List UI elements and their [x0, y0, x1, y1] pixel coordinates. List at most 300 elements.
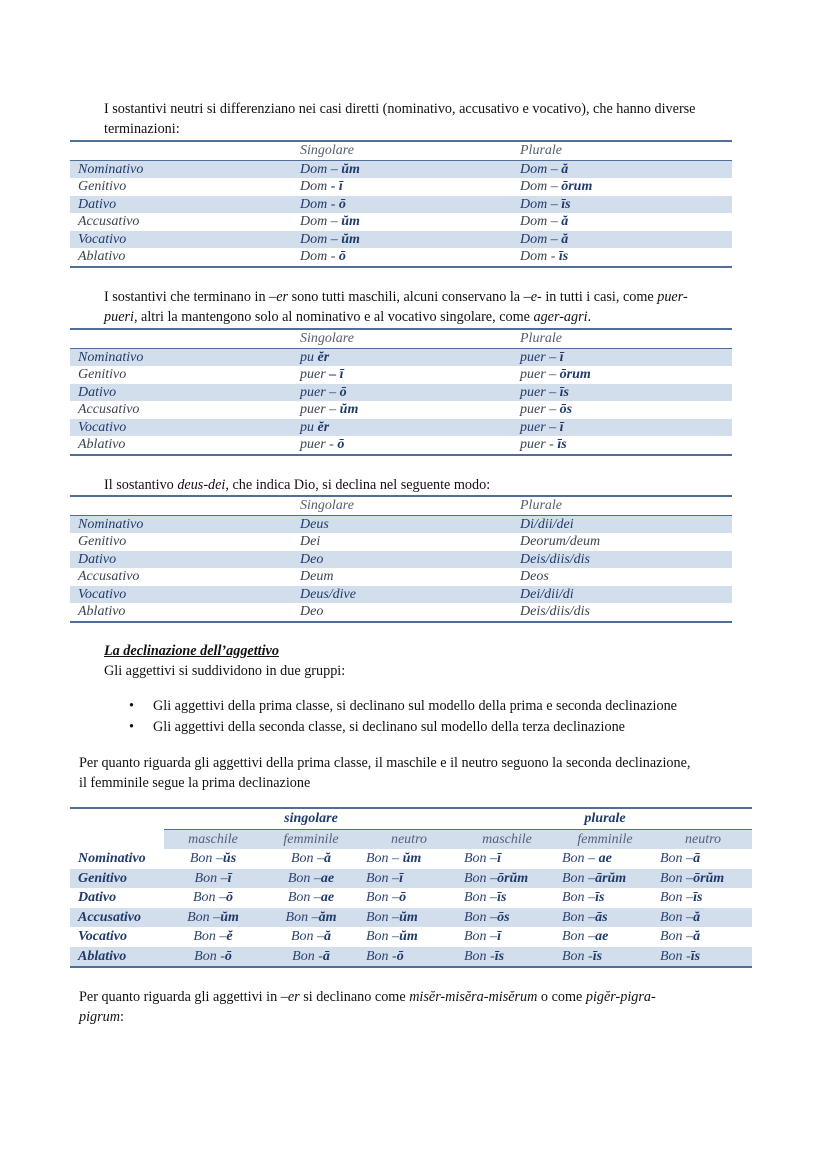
- ending: īs: [693, 890, 703, 905]
- stem: Bon –: [660, 851, 694, 866]
- form-cell: [164, 927, 262, 947]
- gender-header: maschile: [164, 829, 262, 849]
- table-row: [70, 366, 732, 384]
- ending: ă: [693, 909, 701, 925]
- form-cell: [458, 908, 556, 928]
- ending: ās: [595, 909, 608, 925]
- singular-cell: [292, 436, 512, 455]
- gender-row: [70, 829, 752, 849]
- text: misĕr-misĕra-misĕrum: [409, 989, 538, 1005]
- text: il femminile segue la prima declinazione: [79, 775, 311, 791]
- table-row: [70, 927, 752, 947]
- form-cell: [458, 888, 556, 908]
- singular-cell: Deo: [292, 551, 512, 569]
- stem: Bon –: [464, 909, 498, 925]
- ending: ă: [561, 161, 569, 177]
- empty-cell: [70, 829, 164, 849]
- column-header: Plurale: [512, 329, 732, 348]
- adjective-lead: Gli aggettivi si suddividono in due gruppi:: [104, 663, 346, 679]
- list-item-text: Gli aggettivi della seconda classe, si declinano sul modello della terza declinazione: [153, 719, 625, 735]
- ending: ā: [693, 851, 701, 866]
- text: :: [120, 1009, 124, 1025]
- table-row: [70, 551, 732, 569]
- number-group-header: plurale: [458, 808, 752, 829]
- ending: ă: [324, 851, 332, 866]
- table-row: [70, 515, 732, 533]
- table-row: [70, 908, 752, 928]
- stem: Bon -: [660, 948, 691, 964]
- stem: Bon –: [562, 870, 596, 886]
- gender-header: neutro: [654, 829, 752, 849]
- stem: puer –: [520, 419, 560, 435]
- case-label: Nominativo: [70, 515, 292, 533]
- stem: Bon –: [192, 890, 227, 905]
- singular-cell: [292, 248, 512, 267]
- text: si declinano come: [299, 989, 410, 1005]
- form-cell: [360, 927, 458, 947]
- stem: Bon –: [366, 909, 400, 925]
- stem: Bon –: [464, 929, 498, 944]
- ending: ă: [324, 929, 332, 944]
- stem: puer –: [520, 384, 560, 400]
- singular-cell: Dei: [300, 534, 321, 549]
- ending: ĕ: [226, 929, 233, 944]
- case-label: Dativo: [70, 384, 292, 402]
- bullet-icon: •: [129, 719, 134, 735]
- column-header: Singolare: [292, 141, 512, 160]
- plural-cell: [512, 231, 732, 249]
- form-cell: [262, 869, 360, 889]
- text: , altri la mantengono solo al nominativo e al vocativo singolare, come: [133, 309, 534, 325]
- table-row: [70, 160, 732, 178]
- text: –er: [269, 289, 289, 305]
- list-item-text: Gli aggettivi della prima classe, si declinano sul modello della prima e seconda declinazione: [153, 698, 677, 714]
- case-label: Vocativo: [70, 231, 292, 249]
- form-cell: [164, 869, 262, 889]
- form-cell: [458, 927, 556, 947]
- stem: Bon –: [562, 890, 596, 905]
- text: in tutti i casi, come: [541, 289, 658, 305]
- case-label: Nominativo: [70, 160, 292, 178]
- case-label: Vocativo: [78, 929, 127, 944]
- plural-cell: Deorum/deum: [520, 534, 601, 549]
- ending: ō: [226, 890, 234, 905]
- ending: ŭm: [341, 231, 360, 247]
- intro-line-1: I sostantivi neutri si differenziano nei casi diretti (nominativo, accusativo e vocativo), che hanno diverse: [104, 101, 696, 117]
- case-label: Genitivo: [78, 367, 127, 382]
- singular-cell: [292, 160, 512, 178]
- ending: ŭm: [341, 214, 360, 229]
- singular-cell: Deo: [300, 604, 324, 619]
- form-cell: [360, 947, 458, 968]
- bullet-icon: •: [129, 698, 134, 714]
- case-label: Accusativo: [78, 214, 140, 229]
- singular-cell: [292, 419, 512, 437]
- ending: ŭm: [402, 851, 422, 866]
- stem: Dom –: [520, 214, 562, 229]
- column-header: [70, 329, 292, 348]
- ending: īs: [558, 249, 569, 264]
- singular-cell: [292, 384, 512, 402]
- column-header: Plurale: [512, 496, 732, 515]
- singular-cell: [292, 178, 512, 196]
- case-label: Ablativo: [78, 604, 126, 619]
- stem: Bon –: [660, 890, 694, 905]
- text: deus-dei: [177, 477, 226, 493]
- ending: ă: [693, 929, 701, 944]
- gender-header: femminile: [262, 829, 360, 849]
- singular-cell: Deus: [292, 515, 512, 533]
- plural-cell: [512, 178, 732, 196]
- stem: Bon –: [562, 909, 596, 925]
- stem: Bon –: [285, 909, 319, 925]
- case-label: Ablativo: [70, 947, 164, 968]
- stem: Bon –: [290, 929, 325, 944]
- stem: Dom -: [300, 249, 339, 264]
- stem: Dom –: [520, 179, 562, 194]
- neuter-declension-table: [70, 140, 732, 268]
- ending: ī: [399, 870, 403, 886]
- form-cell: [360, 908, 458, 928]
- form-cell: [556, 849, 654, 869]
- plural-cell: Deis/diis/dis: [520, 604, 591, 619]
- ending: ŭs: [222, 851, 237, 866]
- ending: ĕr: [317, 419, 330, 435]
- stem: Bon –: [464, 890, 498, 905]
- number-group-header: singolare: [164, 808, 458, 829]
- case-label: Dativo: [78, 890, 117, 905]
- plural-cell: Di/dii/dei: [512, 515, 732, 533]
- table-row: [70, 401, 732, 419]
- form-cell: [262, 908, 360, 928]
- table-row: [70, 196, 732, 214]
- case-label: Vocativo: [70, 419, 292, 437]
- stem: Bon –: [464, 851, 498, 866]
- ending: īs: [561, 196, 571, 212]
- empty-cell: [70, 808, 164, 829]
- stem: Bon –: [193, 929, 227, 944]
- form-cell: [262, 888, 360, 908]
- stem: Bon –: [660, 870, 694, 886]
- text: Il sostantivo: [104, 477, 178, 493]
- stem: Bon -: [366, 948, 397, 964]
- form-cell: [262, 849, 360, 869]
- text: –e-: [523, 289, 542, 305]
- ending: ŭm: [399, 909, 418, 925]
- neuter-intro: [104, 99, 764, 139]
- ending: ă: [561, 231, 569, 247]
- stem: pu: [300, 349, 318, 365]
- ending: ae: [320, 890, 335, 905]
- plural-cell: [512, 213, 732, 231]
- form-cell: [458, 849, 556, 869]
- stem: Bon -: [194, 948, 225, 964]
- ending: ăm: [318, 909, 337, 925]
- text: –er: [280, 989, 300, 1005]
- form-cell: [458, 869, 556, 889]
- stem: Dom –: [520, 196, 562, 212]
- ending: ō: [338, 196, 346, 212]
- header-row: [70, 141, 732, 160]
- text: Per quanto riguarda gli aggettivi della prima classe, il maschile e il neutro seguono la seconda declinazione,: [79, 755, 691, 771]
- text: o come: [537, 989, 586, 1005]
- stem: Bon –: [660, 929, 694, 944]
- stem: puer –: [520, 349, 560, 365]
- table-row: [70, 384, 732, 402]
- case-label: Vocativo: [70, 586, 292, 604]
- ending: ōrum: [559, 367, 591, 382]
- stem: Bon –: [366, 870, 400, 886]
- adjective-declension-table: [70, 807, 752, 968]
- case-label: Ablativo: [78, 437, 126, 452]
- ending: ōrŭm: [693, 870, 725, 886]
- er-adjectives-paragraph: [79, 987, 759, 1027]
- form-cell: [164, 908, 262, 928]
- case-label: Ablativo: [78, 249, 126, 264]
- stem: Dom: [300, 179, 331, 194]
- table-row: [70, 231, 732, 249]
- plural-cell: [512, 384, 732, 402]
- ending: ō: [337, 437, 345, 452]
- ending: ĕr: [317, 349, 330, 365]
- text: pueri: [104, 309, 134, 325]
- column-header: [70, 496, 292, 515]
- stem: Bon –: [287, 890, 321, 905]
- ending: īs: [497, 890, 507, 905]
- ending: ā: [322, 948, 330, 964]
- table-row: [70, 869, 752, 889]
- table-row: [70, 248, 732, 267]
- ending: ŭm: [339, 402, 359, 417]
- form-cell: [556, 869, 654, 889]
- text: I sostantivi che terminano in: [104, 289, 270, 305]
- ending: ōs: [559, 402, 573, 417]
- ending: ī: [559, 419, 564, 435]
- table-row: [70, 419, 732, 437]
- case-label: Genitivo: [78, 534, 127, 549]
- ending: ŭm: [341, 161, 360, 177]
- puer-declension-table: [70, 328, 732, 456]
- case-label: Genitivo: [70, 869, 164, 889]
- stem: Dom –: [300, 214, 342, 229]
- form-cell: [556, 888, 654, 908]
- stem: Bon –: [290, 851, 325, 866]
- ending: ŭm: [220, 909, 239, 925]
- stem: puer –: [520, 402, 560, 417]
- ending: ă: [561, 214, 569, 229]
- first-class-paragraph: [79, 753, 759, 793]
- singular-cell: [292, 348, 512, 366]
- table-row: [70, 533, 732, 551]
- text: ager-agri: [533, 309, 588, 325]
- ending: – ī: [329, 367, 344, 382]
- singular-cell: Deum: [300, 569, 334, 584]
- singular-cell: [292, 213, 512, 231]
- deus-declension-table: [70, 495, 732, 623]
- table-row: [70, 436, 732, 455]
- list-item: [104, 717, 677, 738]
- table-row: [70, 849, 752, 869]
- stem: Bon -: [292, 948, 323, 964]
- gender-header: neutro: [360, 829, 458, 849]
- stem: Bon -: [464, 948, 495, 964]
- table-row: [70, 213, 732, 231]
- stem: Bon –: [562, 929, 596, 944]
- ending: ārŭm: [595, 870, 627, 886]
- form-cell: [556, 908, 654, 928]
- gender-header: femminile: [556, 829, 654, 849]
- form-cell: [262, 947, 360, 968]
- gender-header: maschile: [458, 829, 556, 849]
- intro-line-2: terminazioni:: [104, 121, 180, 137]
- case-label: Dativo: [70, 551, 292, 569]
- stem: puer –: [520, 367, 560, 382]
- stem: puer –: [300, 402, 340, 417]
- ending: īs: [494, 948, 505, 964]
- ending: ae: [595, 929, 609, 944]
- plural-cell: [512, 436, 732, 455]
- stem: Bon –: [366, 890, 400, 905]
- table-row: [70, 178, 732, 196]
- ending: ī: [559, 349, 564, 365]
- form-cell: [164, 849, 262, 869]
- ending: ō: [399, 890, 407, 905]
- stem: Bon –: [366, 929, 400, 944]
- form-cell: [654, 888, 752, 908]
- singular-cell: [292, 231, 512, 249]
- ending: ŭm: [399, 929, 418, 944]
- form-cell: [360, 849, 458, 869]
- form-cell: [654, 908, 752, 928]
- form-cell: [654, 869, 752, 889]
- case-label: Accusativo: [70, 908, 164, 928]
- ending: īs: [690, 948, 701, 964]
- table-row: [70, 348, 732, 366]
- ending: ō: [338, 249, 346, 264]
- ending: - ī: [330, 179, 343, 194]
- case-label: Dativo: [70, 196, 292, 214]
- stem: Bon –: [187, 909, 221, 925]
- stem: Bon -: [562, 948, 593, 964]
- form-cell: [164, 947, 262, 968]
- stem: puer -: [300, 437, 338, 452]
- stem: pu: [300, 419, 318, 435]
- text: Per quanto riguarda gli aggettivi in: [79, 989, 281, 1005]
- table-row: [70, 603, 732, 622]
- form-cell: [654, 947, 752, 968]
- adjective-groups-list: [104, 696, 677, 738]
- stem: Bon –: [189, 851, 223, 866]
- text: sono tutti maschili, alcuni conservano la: [288, 289, 524, 305]
- ending: ōs: [497, 909, 510, 925]
- case-label: Accusativo: [78, 569, 140, 584]
- stem: Bon –: [562, 851, 599, 866]
- er-nouns-intro: [104, 287, 764, 327]
- case-label: Nominativo: [78, 851, 146, 866]
- form-cell: [556, 947, 654, 968]
- number-group-row: [70, 808, 752, 829]
- plural-cell: [512, 160, 732, 178]
- header-row: [70, 496, 732, 515]
- column-header: Singolare: [292, 496, 512, 515]
- ending: īs: [559, 384, 570, 400]
- singular-cell: [292, 196, 512, 214]
- ending: ī: [497, 851, 501, 866]
- case-label: Genitivo: [78, 179, 127, 194]
- deus-intro: [104, 475, 764, 495]
- stem: puer -: [520, 437, 558, 452]
- singular-cell: [292, 401, 512, 419]
- table-row: [70, 947, 752, 968]
- form-cell: [654, 849, 752, 869]
- stem: puer –: [300, 384, 340, 400]
- stem: Bon –: [660, 909, 694, 925]
- stem: puer: [300, 367, 330, 382]
- plural-cell: [512, 366, 732, 384]
- ending: īs: [557, 437, 567, 452]
- text: .: [587, 309, 592, 325]
- ending: īs: [592, 948, 603, 964]
- table-row: [70, 586, 732, 604]
- text: pigrum: [79, 1009, 120, 1025]
- form-cell: [556, 927, 654, 947]
- ending: ō: [396, 948, 404, 964]
- table-row: [70, 568, 732, 586]
- stem: Dom –: [300, 161, 342, 177]
- plural-cell: [512, 401, 732, 419]
- ending: ī: [227, 870, 232, 886]
- plural-cell: [512, 248, 732, 267]
- column-header: Singolare: [292, 329, 512, 348]
- ending: īs: [595, 890, 605, 905]
- stem: Bon –: [287, 870, 321, 886]
- ending: ae: [320, 870, 335, 886]
- column-header: [70, 141, 292, 160]
- header-row: [70, 329, 732, 348]
- plural-cell: Deos: [520, 569, 549, 584]
- plural-cell: [512, 348, 732, 366]
- stem: Bon –: [194, 870, 228, 886]
- text: , che indica Dio, si declina nel seguente modo:: [225, 477, 491, 493]
- stem: Dom -: [300, 196, 339, 212]
- ending: ae: [598, 851, 612, 866]
- stem: Dom –: [520, 161, 562, 177]
- stem: Dom –: [300, 231, 342, 247]
- ending: ī: [497, 929, 501, 944]
- text: pigĕr-pigra-: [585, 989, 656, 1005]
- list-item: [104, 696, 677, 717]
- form-cell: [360, 869, 458, 889]
- ending: ōrŭm: [497, 870, 529, 886]
- form-cell: [654, 927, 752, 947]
- form-cell: [262, 927, 360, 947]
- ending: ō: [224, 948, 232, 964]
- form-cell: [164, 888, 262, 908]
- ending: ō: [339, 384, 347, 400]
- plural-cell: [512, 196, 732, 214]
- section-title: La declinazione dell’aggettivo: [104, 643, 279, 659]
- singular-cell: Deus/dive: [292, 586, 512, 604]
- ending: ōrum: [561, 179, 593, 194]
- plural-cell: Dei/dii/di: [512, 586, 732, 604]
- case-label: Accusativo: [78, 402, 140, 417]
- plural-cell: Deis/diis/dis: [512, 551, 732, 569]
- form-cell: [360, 888, 458, 908]
- column-header: Plurale: [512, 141, 732, 160]
- stem: Dom -: [520, 249, 559, 264]
- singular-cell: [292, 366, 512, 384]
- stem: Bon –: [366, 851, 403, 866]
